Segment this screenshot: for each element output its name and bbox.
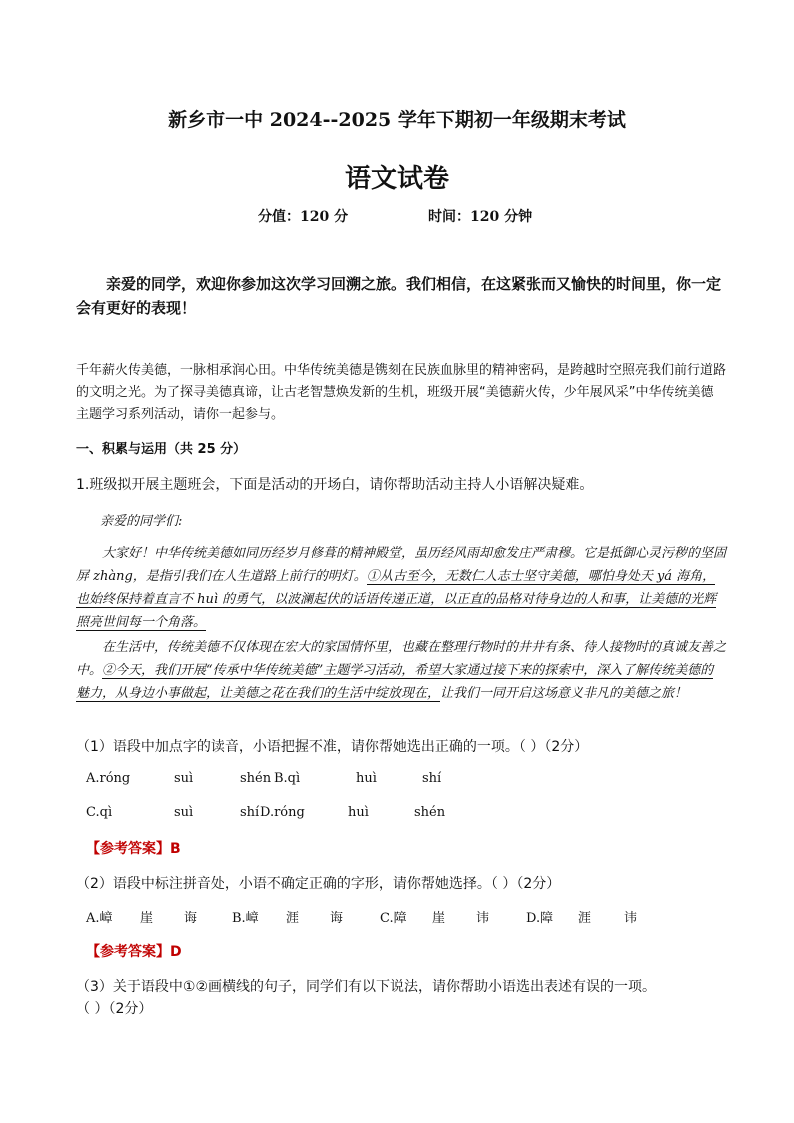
sub-question-3-blank: （ ）（2分） xyxy=(76,1001,153,1017)
answer-1 xyxy=(86,838,181,858)
answer-2 xyxy=(86,941,182,961)
paragraph-2-text: 在生活中，传统美德不仅体现在宏大的家国情怀里，也藏在整理行物时的井井有条、待人接物时的真诚友善之中。 xyxy=(76,640,727,678)
option-c-2: suì xyxy=(174,805,194,820)
section-heading: 一、积累与运用（共 25 分） xyxy=(76,442,247,457)
underlined-sentence-2: ②今天，我们开展“传承中华传统美德”主题学习活动，希望大家通过接下来的探索中，深入了解传统美德的魅力，从身边小事做起，让美德之花在我们的生活中绽放现在， xyxy=(76,663,714,701)
answer-value: B xyxy=(170,841,181,857)
score-info: 分值：120 分 xyxy=(258,209,349,225)
paragraph-2-tail: 让我们一同开启这场意义非凡的美德之旅！ xyxy=(440,686,688,701)
option-d-char-3: 讳 xyxy=(624,911,638,926)
time-info: 时间：120 分钟 xyxy=(428,209,533,225)
option-d-char-2: 涯 xyxy=(578,911,592,926)
option-a-char-1: A.嶂 xyxy=(86,911,113,926)
paragraph-1-text: 大家好！中华传统美德如同历经岁月修葺的精神殿堂，虽历经风雨却愈发庄严肃穆。它是抵御心灵污秽的坚固屏 zhàng，是指引我们在人生道路上前行的明灯。 xyxy=(76,546,727,584)
underlined-sentence-1: ①从古至今，无数仁人志士坚守美德，哪怕身处天 yá 海角，也始终保持着直言不 huì 的勇气，以波澜起伏的话语传递正道，以正直的品格对待身边的人和事，让美德的光辉照亮世间每一个角落。 xyxy=(76,569,717,630)
option-b-3: shí xyxy=(422,771,442,786)
option-c-char-1: C.障 xyxy=(380,911,407,926)
option-a-1: A.róng xyxy=(86,771,131,786)
answer-label: 【参考答案】 xyxy=(86,944,170,960)
option-d-1: D.róng xyxy=(260,805,305,820)
exam-title: 新乡市一中 2024--2025 学年下期初一年级期末考试 xyxy=(168,109,626,131)
salutation: 亲爱的同学们: xyxy=(100,514,183,529)
sub-question-1-stem: （1）语段中加点字的读音，小语把握不准，请你帮她选出正确的一项。（ ）（2分） xyxy=(76,739,589,755)
option-a-char-3: 诲 xyxy=(184,911,198,926)
option-b-2: huì xyxy=(356,771,377,786)
sub-question-2-stem: （2）语段中标注拼音处，小语不确定正确的字形，请你帮她选择。（ ）（2分） xyxy=(76,876,561,892)
option-b-char-1: B.嶂 xyxy=(232,911,259,926)
option-c-1: C.qì xyxy=(86,805,113,820)
option-d-char-1: D.障 xyxy=(526,911,554,926)
option-b-1: B.qì xyxy=(274,771,301,786)
speech-paragraph-2 xyxy=(76,636,726,705)
option-b-char-2: 涯 xyxy=(286,911,300,926)
intro-paragraph: 千年薪火传美德，一脉相承润心田。中华传统美德是镌刻在民族血脉里的精神密码，是跨越时空照亮我们前行道路的文明之光。为了探寻美德真谛，让古老智慧焕发新的生机，班级开展“美德薪火传，少年展风采”中华传统美德主题学习系列活动，请你一起参与。 xyxy=(76,363,727,422)
speech-paragraph-1 xyxy=(76,542,726,634)
question-1-stem: 1.班级拟开展主题班会，下面是活动的开场白，请你帮助活动主持人小语解决疑难。 xyxy=(76,477,594,493)
exam-subtitle: 语文试卷 xyxy=(344,164,449,194)
option-d-2: huì xyxy=(348,805,369,820)
greeting-text: 亲爱的同学，欢迎你参加这次学习回溯之旅。我们相信，在这紧张而又愉快的时间里，你一定会有更好的表现！ xyxy=(76,275,722,317)
answer-label: 【参考答案】 xyxy=(86,841,170,857)
sub-question-3-stem: （3）关于语段中①②画横线的句子，同学们有以下说法，请你帮助小语选出表述有误的一项。 xyxy=(76,979,657,995)
option-b-char-3: 诲 xyxy=(330,911,344,926)
option-c-3: shí xyxy=(240,805,260,820)
option-c-char-2: 崖 xyxy=(432,911,446,926)
option-a-3: shén xyxy=(240,771,272,786)
option-c-char-3: 讳 xyxy=(476,911,490,926)
option-a-2: suì xyxy=(174,771,194,786)
answer-value: D xyxy=(170,944,182,960)
option-a-char-2: 崖 xyxy=(140,911,154,926)
option-d-3: shén xyxy=(414,805,446,820)
